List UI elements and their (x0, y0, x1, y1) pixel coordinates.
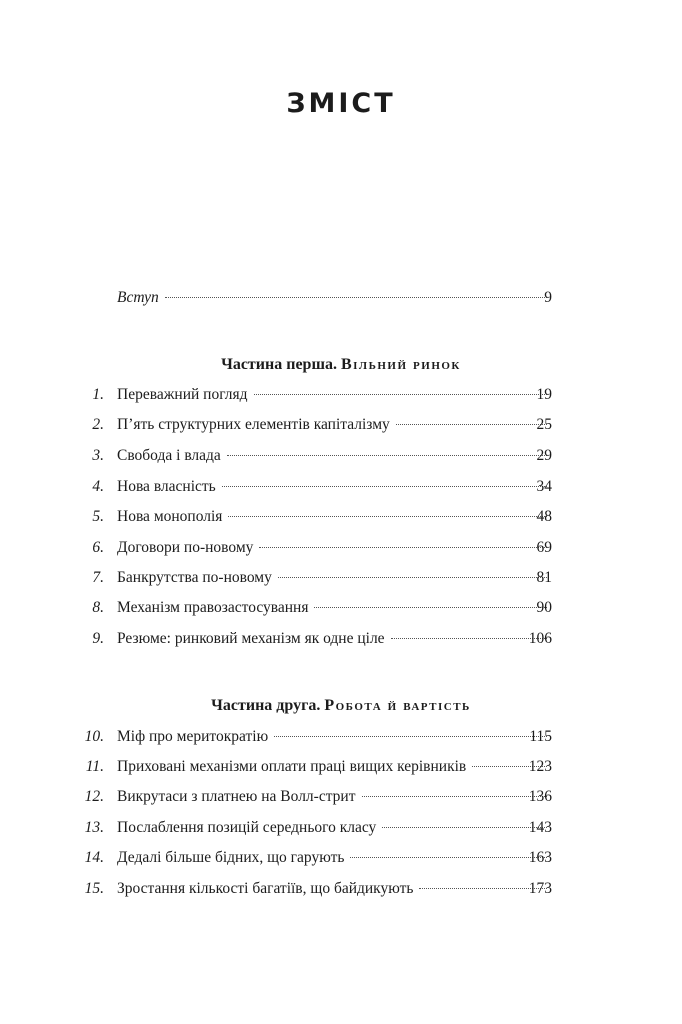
toc-entry-line (117, 817, 553, 839)
toc-entry-title: Міф про меритократію (117, 728, 269, 745)
toc-entry-line (117, 726, 553, 748)
toc-page-number: 90 (536, 599, 552, 616)
toc-page-number: 29 (536, 447, 552, 464)
toc-page-number: 69 (536, 539, 552, 556)
toc-page-number: 163 (528, 849, 552, 866)
toc-entry-title: Резюме: ринковий механізм як одне ціле (117, 630, 385, 647)
toc-entry-line (117, 384, 553, 406)
part-heading-sub: Вільний ринок (340, 356, 461, 373)
toc-page-number: 136 (528, 788, 552, 805)
toc-entry[interactable] (0, 384, 682, 406)
part-heading (0, 353, 682, 377)
toc-entry[interactable] (0, 726, 682, 748)
toc-entry-number: 9. (92, 630, 104, 647)
toc-entry[interactable] (0, 567, 682, 589)
toc-page-number: 34 (536, 478, 552, 495)
toc-entry-number: 10. (84, 728, 104, 745)
toc-entry-line (117, 414, 553, 436)
toc-page-number: 19 (536, 386, 552, 403)
toc-entry-line (117, 445, 553, 467)
toc-entry-line (117, 567, 553, 589)
toc-page-number: 173 (528, 880, 552, 897)
toc-entry-title: Договори по-новому (117, 539, 254, 556)
toc-entry[interactable] (0, 597, 682, 619)
toc-entry-title: П’ять структурних елементів капіталізму (117, 416, 390, 433)
toc-entry-number: 4. (92, 478, 104, 495)
toc-entry-line (117, 628, 553, 650)
toc-entry-title: Переважний погляд (117, 386, 248, 403)
toc-entry-line (117, 756, 553, 778)
toc-entry-title: Зростання кількості багатіїв, що байдикують (117, 880, 414, 897)
toc-entry[interactable] (0, 847, 682, 869)
part-heading-main: Частина перша. (221, 356, 337, 373)
toc-entry-title: Приховані механізми оплати праці вищих керівників (117, 758, 467, 775)
toc-entry-number: 13. (84, 819, 104, 836)
toc-page-number: 25 (536, 416, 552, 433)
toc-entry-number: 11. (85, 758, 104, 775)
dot-leader (165, 297, 547, 298)
toc-entry-title: Механізм правозастосування (117, 599, 309, 616)
toc-entry[interactable] (0, 476, 682, 498)
toc-entry-number: 7. (92, 569, 104, 586)
toc-entry-title: Вступ (117, 289, 159, 306)
toc-entry-line (117, 878, 553, 900)
toc-page-number: 106 (528, 630, 552, 647)
dot-leader (222, 486, 547, 487)
toc-entry-line (117, 476, 553, 498)
toc-entry-number: 1. (92, 386, 104, 403)
toc-page-number: 48 (536, 508, 552, 525)
toc-entry[interactable] (0, 506, 682, 528)
toc-entry-title: Банкрутства по-новому (117, 569, 272, 586)
dot-leader (227, 455, 547, 456)
toc-entry-number: 2. (92, 416, 104, 433)
toc-entry-line (117, 506, 553, 528)
toc-entry-number: 6. (92, 539, 104, 556)
toc-entry[interactable] (0, 878, 682, 900)
toc-entry-title: Нова власність (117, 478, 216, 495)
toc-entry-number: 8. (92, 599, 104, 616)
toc-entry-line (117, 847, 553, 869)
part-heading (0, 694, 682, 718)
toc-entry-title: Нова монополія (117, 508, 223, 525)
toc-page-number: 123 (528, 758, 552, 775)
toc-entry-number: 12. (84, 788, 104, 805)
toc-entry-number: 14. (84, 849, 104, 866)
toc-entry-number: 15. (84, 880, 104, 897)
toc-page-number: 81 (536, 569, 552, 586)
toc-entry-title: Дедалі більше бідних, що гарують (117, 849, 345, 866)
toc-entry[interactable] (0, 756, 682, 778)
toc-entry-number: 3. (92, 447, 104, 464)
toc-entry[interactable] (0, 786, 682, 808)
part-heading-main: Частина друга. (211, 697, 321, 714)
toc-entry-title: Послаблення позицій середнього класу (117, 819, 377, 836)
toc-entry[interactable] (0, 537, 682, 559)
toc-entry-title: Свобода і влада (117, 447, 221, 464)
toc-page-number: 9 (544, 289, 552, 306)
toc-entry[interactable] (0, 628, 682, 650)
toc-entry-line (117, 786, 553, 808)
toc-entry[interactable] (0, 445, 682, 467)
toc-page-number: 143 (528, 819, 552, 836)
part-heading-sub: Робота й вартість (324, 697, 471, 714)
toc-entry-number: 5. (92, 508, 104, 525)
toc-page-number: 115 (529, 728, 552, 745)
page-title: ЗМІСТ (286, 88, 396, 119)
toc-entry-line (117, 597, 553, 619)
toc-entry-line (117, 287, 553, 309)
toc-entry[interactable] (0, 817, 682, 839)
toc-entry-title: Викрутаси з платнею на Волл-стрит (117, 788, 356, 805)
toc-entry-line (117, 537, 553, 559)
toc-entry[interactable] (0, 414, 682, 436)
toc-entry-intro[interactable] (0, 287, 682, 309)
